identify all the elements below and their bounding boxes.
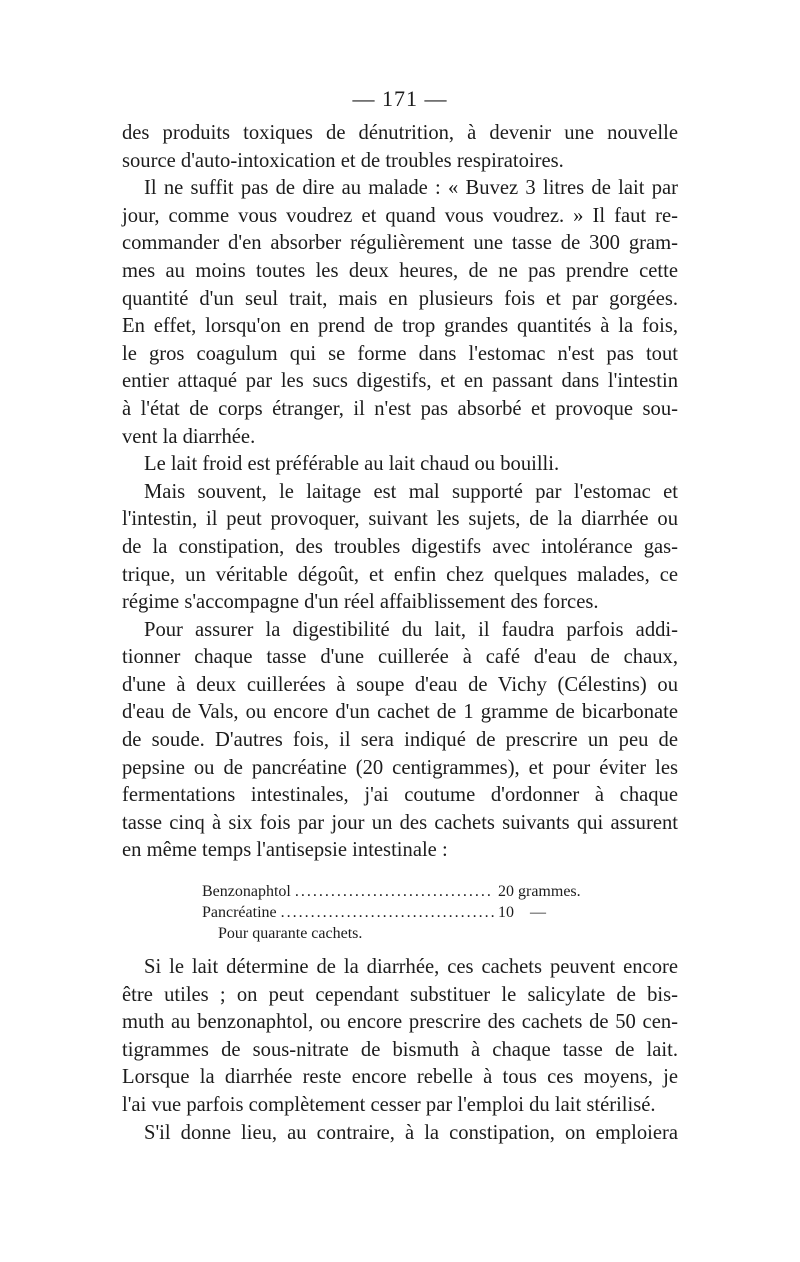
text-line: source d'auto-intoxication et de troubles respiratoires. xyxy=(122,149,564,172)
text-line: de la constipation, des troubles digestifs avec intolérance gas- xyxy=(122,535,678,558)
ingredient-quantity: 20 grammes. xyxy=(498,883,581,901)
text-line: Le lait froid est préférable au lait chaud ou bouilli. xyxy=(144,453,560,476)
paragraph xyxy=(122,954,678,1120)
text-line: être utiles ; on peut cependant substituer le salicylate de bis- xyxy=(122,983,678,1006)
text-line: tionner chaque tasse d'une cuillerée à café d'eau de chaux, xyxy=(122,646,678,669)
prescription-item xyxy=(202,881,594,902)
text-line: vent la diarrhée. xyxy=(122,425,256,448)
paragraph xyxy=(122,479,678,617)
text-line: fermentations intestinales, j'ai coutume d'ordonner à chaque xyxy=(122,784,678,807)
text-line: mes au moins toutes les deux heures, de ne pas prendre cette xyxy=(122,259,678,282)
text-line: En effet, lorsqu'on en prend de trop grandes quantités à la fois, xyxy=(122,315,678,338)
text-line: entier attaqué par les sucs digestifs, et en passant dans l'intestin xyxy=(122,370,678,393)
text-line: pepsine ou de pancréatine (20 centigrammes), et pour éviter les xyxy=(122,756,678,779)
paragraph xyxy=(122,617,678,865)
text-line: tigrammes de sous-nitrate de bismuth à chaque tasse de lait. xyxy=(122,1038,678,1061)
paragraph xyxy=(122,1120,678,1148)
ingredient-name: Benzonaphtol xyxy=(202,883,291,901)
paragraphs-before-recipe xyxy=(122,120,678,865)
text-line: en même temps l'antisepsie intestinale : xyxy=(122,839,448,862)
text-line: Si le lait détermine de la diarrhée, ces cachets peuvent encore xyxy=(144,956,678,979)
paragraph xyxy=(122,451,678,479)
ingredient-quantity: 10 — xyxy=(498,904,546,922)
body-text xyxy=(122,120,678,1147)
text-line: à l'état de corps étranger, il n'est pas absorbé et provoque sou- xyxy=(122,397,678,420)
text-line: Mais souvent, le laitage est mal supporté par l'estomac et xyxy=(144,480,678,503)
paragraph xyxy=(122,120,678,175)
text-line: l'intestin, il peut provoquer, suivant les sujets, de la diarrhée ou xyxy=(122,508,678,531)
text-line: Lorsque la diarrhée reste encore rebelle à tous ces moyens, je xyxy=(122,1066,678,1089)
text-line: S'il donne lieu, au contraire, à la constipation, on emploiera xyxy=(144,1121,678,1144)
text-line: muth au benzonaphtol, ou encore prescrire des cachets de 50 cen- xyxy=(122,1011,678,1034)
leader-dots xyxy=(295,881,494,902)
text-line: d'une à deux cuillerées à soupe d'eau de Vichy (Célestins) ou xyxy=(122,673,678,696)
text-line: Pour assurer la digestibilité du lait, il faudra parfois addi- xyxy=(144,618,678,641)
text-line: commander d'en absorber régulièrement une tasse de 300 gram- xyxy=(122,232,678,255)
page-number: — 171 — xyxy=(352,86,448,111)
text-line: de soude. D'autres fois, il sera indiqué de prescrire un peu de xyxy=(122,729,678,752)
text-line: jour, comme vous voudrez et quand vous voudrez. » Il faut re- xyxy=(122,204,678,227)
text-line: tasse cinq à six fois par jour un des cachets suivants qui assurent xyxy=(122,811,678,834)
leader-dots xyxy=(281,902,494,923)
ingredient-name: Pancréatine xyxy=(202,904,277,922)
text-line: quantité d'un seul trait, mais en plusieurs fois et par gorgées. xyxy=(122,287,678,310)
text-line: trique, un véritable dégoût, et enfin chez quelques malades, ce xyxy=(122,563,678,586)
paragraphs-after-recipe xyxy=(122,954,678,1147)
prescription-note: Pour quarante cachets. xyxy=(218,925,363,943)
text-line: régime s'accompagne d'un réel affaiblissement des forces. xyxy=(122,591,599,614)
text-line: d'eau de Vals, ou encore d'un cachet de 1 gramme de bicarbonate xyxy=(122,701,678,724)
text-line: Il ne suffit pas de dire au malade : « Buvez 3 litres de lait par xyxy=(144,177,678,200)
prescription-item xyxy=(202,902,594,923)
text-line: l'ai vue parfois complètement cesser par l'emploi du lait stérilisé. xyxy=(122,1094,656,1116)
text-line: des produits toxiques de dénutrition, à devenir une nouvelle xyxy=(122,122,678,144)
paragraph xyxy=(122,175,678,451)
prescription xyxy=(122,881,678,944)
text-line: le gros coagulum qui se forme dans l'estomac n'est pas tout xyxy=(122,342,678,365)
